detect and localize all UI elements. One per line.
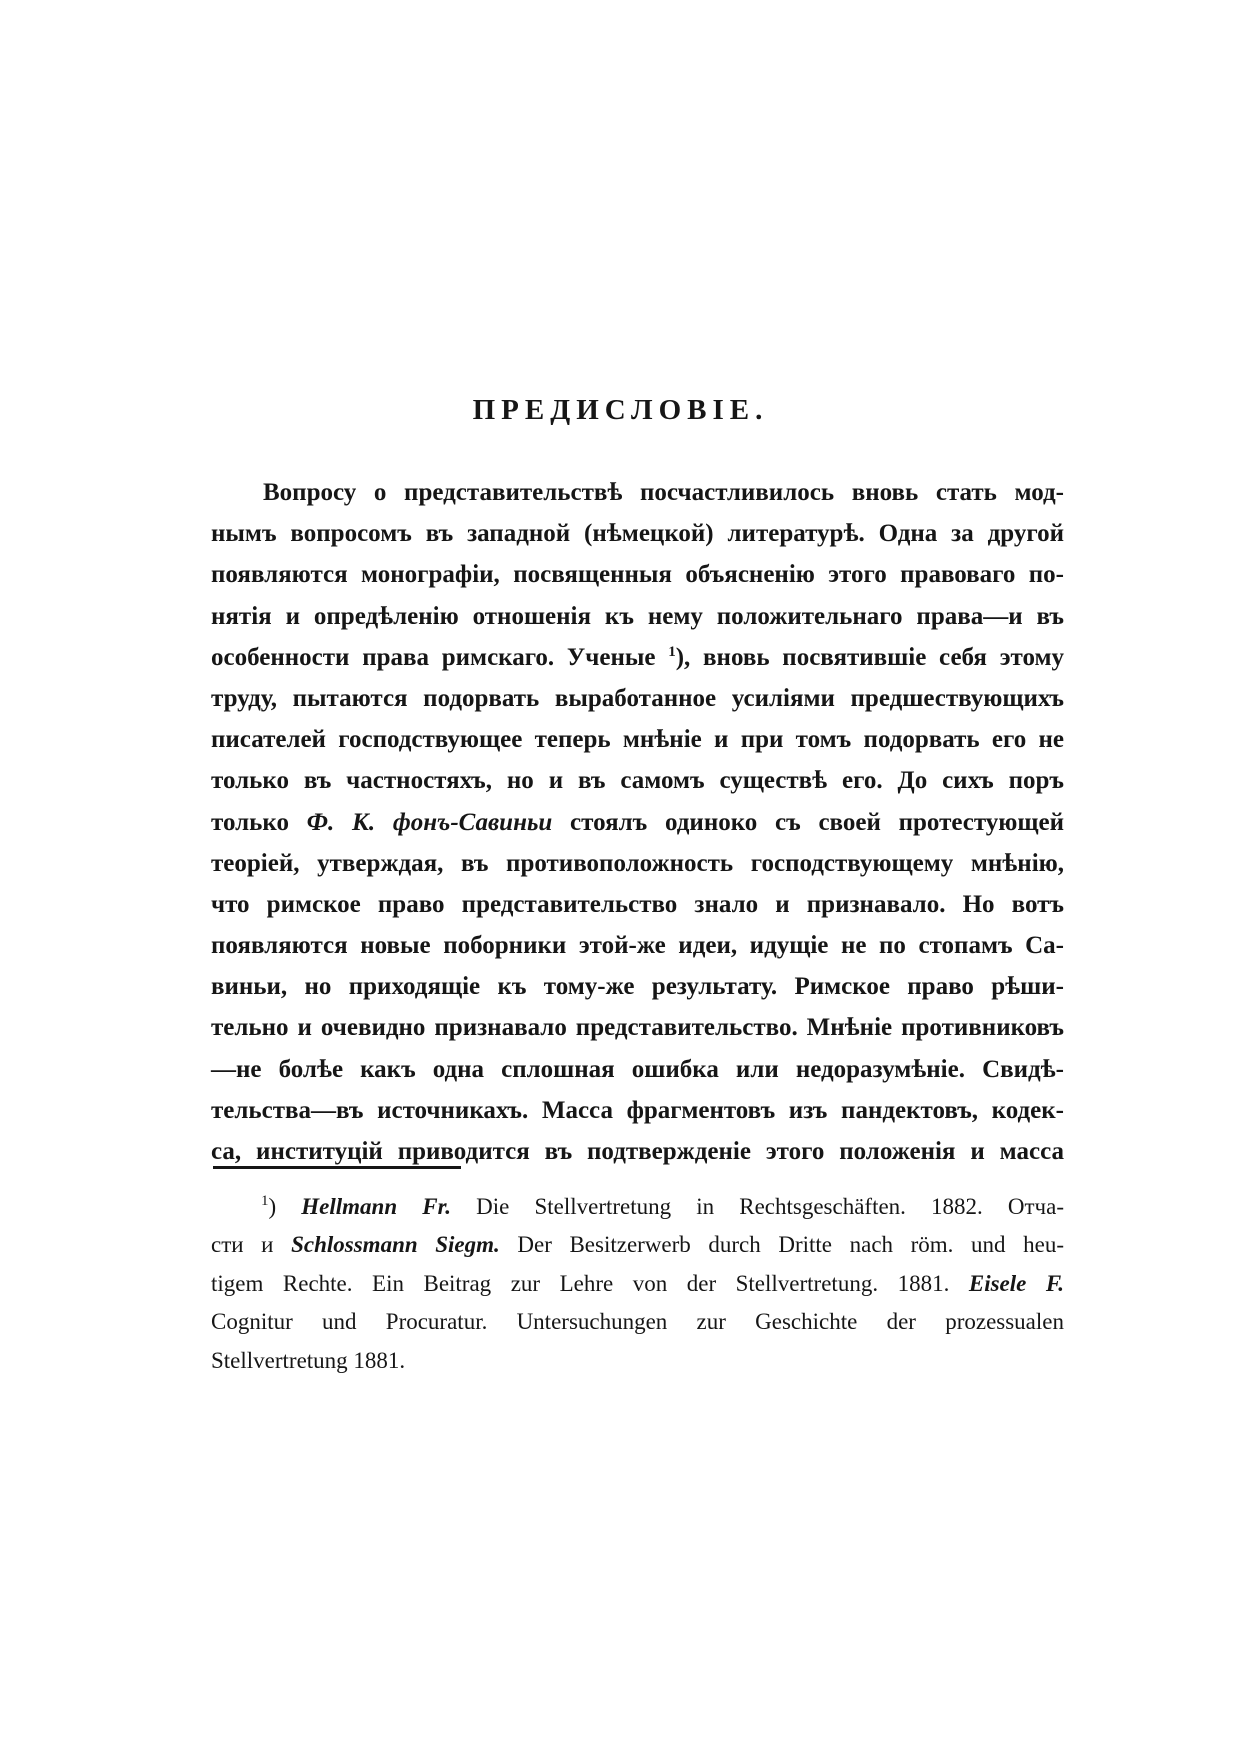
footnote-reference: 1 bbox=[668, 643, 676, 660]
footnote-text: Die Stellvertretung in Rechtsgeschäften. 1882. Отча- bbox=[476, 1194, 1064, 1219]
body-line bbox=[211, 802, 1064, 843]
body-line: нымъ вопросомъ въ западной (нѣмецкой) литературѣ. Одна за другой bbox=[211, 520, 1064, 548]
body-line: Вопросу о представительствѣ посчастливилось вновь стать мод- bbox=[263, 479, 1064, 506]
body-line: писателей господствующее теперь мнѣніе и при томъ подорвать его не bbox=[211, 726, 1064, 754]
body-line: са, институцій приводится въ подтвержденіе этого положенія и масса bbox=[211, 1138, 1064, 1165]
cited-author: Schlossmann Siegm. bbox=[291, 1232, 500, 1258]
body-line: тельно и очевидно признавало представительство. Мнѣніе противниковъ bbox=[211, 1014, 1064, 1042]
body-line: тельства—въ источникахъ. Масса фрагментовъ изъ пандектовъ, кодек- bbox=[211, 1096, 1064, 1124]
footnote-mark: $^1$) bbox=[261, 1193, 277, 1219]
body-line: появляются новые поборники этой-же идеи, идущіе не по стопамъ Са- bbox=[211, 932, 1064, 960]
footnote bbox=[211, 1188, 1064, 1380]
body-line bbox=[211, 637, 1064, 678]
body-text-fragment: только bbox=[211, 808, 289, 836]
footnote-line: Stellvertretung 1881. bbox=[211, 1347, 406, 1373]
footnote-text: Der Besitzerwerb durch Dritte nach röm. und heu- bbox=[517, 1232, 1064, 1258]
footnote-line: Cognitur und Procuratur. Untersuchungen zur Geschichte der prozessualen bbox=[211, 1309, 1064, 1335]
cited-author: Hellmann Fr. bbox=[301, 1194, 452, 1219]
footnote-text: сти и bbox=[211, 1232, 274, 1258]
page-title: ПРЕДИСЛОВІЕ. bbox=[472, 394, 769, 426]
body-text-fragment: стоялъ одиноко съ своей протестующей bbox=[570, 808, 1065, 836]
body-line: появляются монографіи, посвященныя объясненію этого правоваго по- bbox=[211, 561, 1064, 589]
footnote-text: tigem Rechte. Ein Beitrag zur Lehre von der Stellvertretung. 1881. bbox=[211, 1270, 950, 1296]
body-line: труду, пытаются подорвать выработанное усиліями предшествующихъ bbox=[211, 684, 1064, 712]
body-text-fragment: ), вновь посвятившіе себя этому bbox=[675, 643, 1065, 671]
body-line: теоріей, утверждая, въ противоположность господствующему мнѣнію, bbox=[211, 849, 1064, 877]
body-line: виньи, но приходящіе къ тому-же результату. Римское право рѣши- bbox=[211, 973, 1064, 1001]
footnote-line bbox=[211, 1265, 1064, 1303]
preface-body bbox=[211, 472, 1064, 1172]
body-line: что римское право представительство знало и признавало. Но вотъ bbox=[211, 890, 1064, 918]
body-line: только въ частностяхъ, но и въ самомъ существѣ его. До сихъ поръ bbox=[211, 767, 1064, 795]
cited-author: Eisele F. bbox=[968, 1270, 1065, 1296]
footnote-line bbox=[211, 1226, 1064, 1264]
author-name: Ф. К. фонъ-Савиньи bbox=[306, 808, 553, 836]
body-line: нятія и опредѣленію отношенія къ нему положительнаго права—и въ bbox=[211, 602, 1064, 630]
body-line: —не болѣе какъ одна сплошная ошибка или недоразумѣніе. Свидѣ- bbox=[211, 1055, 1064, 1083]
footnote-line bbox=[211, 1188, 1064, 1226]
body-text-fragment: особенности права римскаго. Ученые bbox=[211, 643, 656, 671]
footnote-divider bbox=[213, 1166, 461, 1169]
